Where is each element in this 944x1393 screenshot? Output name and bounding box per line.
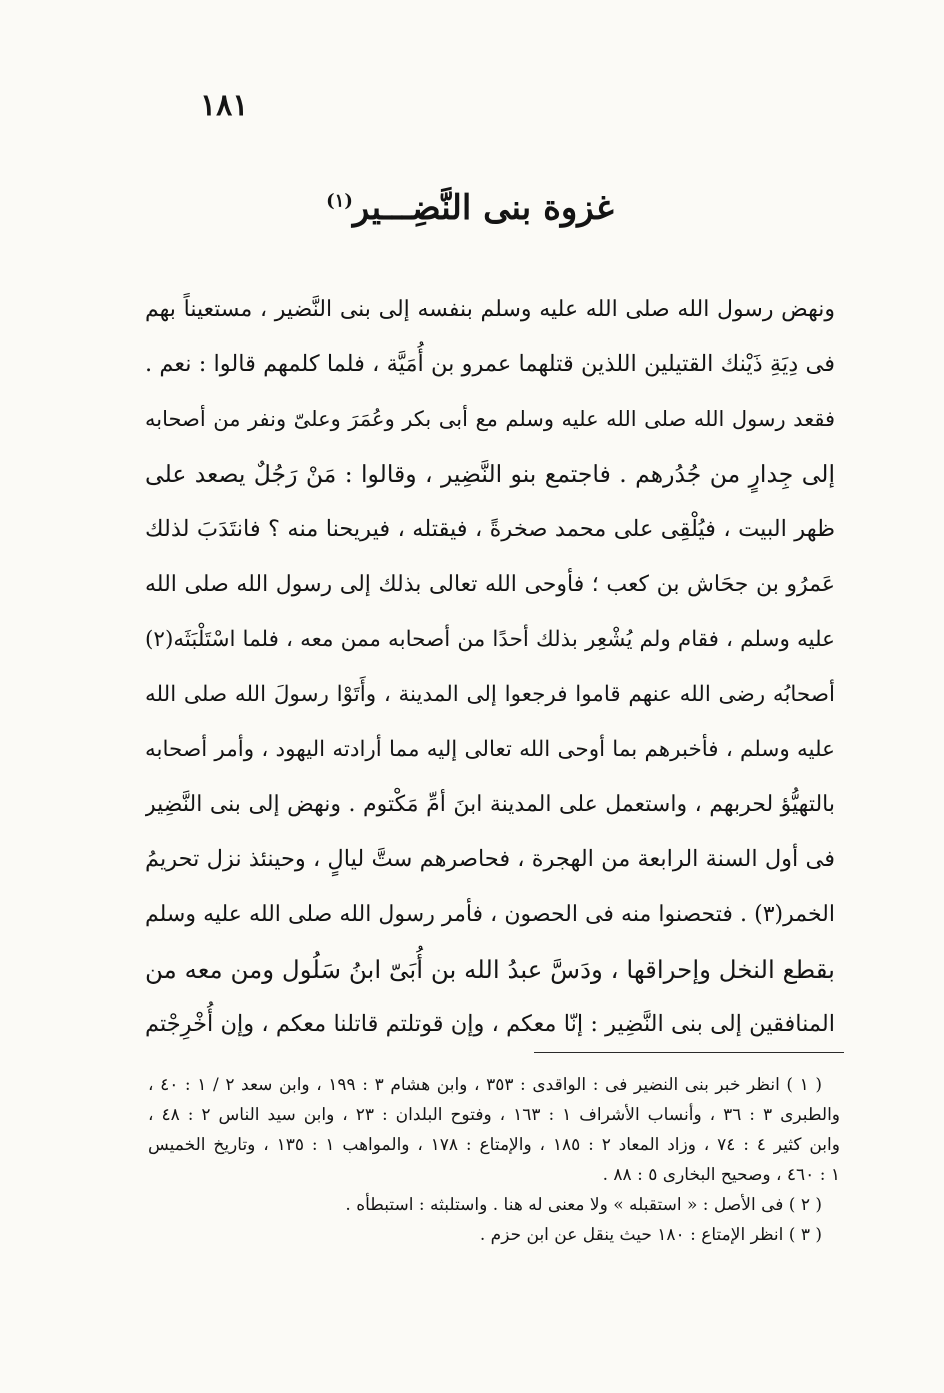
body-line: ونهض رسول الله صلى الله عليه وسلم بنفسه إلى بنى النَّضير ، مستعيناً بهم [145,297,835,322]
body-text [145,282,835,1052]
body-line: أصحابُه رضى الله عنهم قاموا فرجعوا إلى المدينة ، وأَتَوْا رسولَ الله صلى الله [145,682,835,707]
body-line: بالتهيُّؤ لحربهم ، واستعمل على المدينة ابنَ أمِّ مَكْتوم . ونهض إلى بنى النَّضِير [145,792,835,817]
body-line: عليه وسلم ، فقام ولم يُشْعِر بذلك أحدًا من أصحابه ممن معه ، فلما اسْتَلْبَثَه(٢) [145,627,835,652]
footnote-1-line: وابن كثير ٤ : ٧٤ ، وزاد المعاد ٢ : ١٨٥ ، والإمتاع : ١٧٨ ، والمواهب ١ : ١٣٥ ، وتاريخ الخميس [148,1135,840,1155]
body-line: ظهر البيت ، فيُلْقِى على محمد صخرةً ، فيقتله ، فيريحنا منه ؟ فانتَدَبَ لذلك [145,516,835,542]
footnote-2: ( ٢ ) فى الأصل : « استقبله » ولا معنى له هنا . واستلبثه : استبطأه . [345,1195,822,1215]
footnotes [148,1070,840,1250]
body-line: فى دِيَةِ ذَيْنك القتيلين اللذين قتلهما عمرو بن أُمَيَّة ، فلما كلمهم قالوا : نعم . [145,351,835,377]
chapter-title-text: غزوة بنى النَّضِـــير [352,188,614,228]
body-line: المنافقين إلى بنى النَّضِير : إنّا معكم ، وإن قوتلتم قاتلنا معكم ، وإن أُخْرِجْتم [145,1011,835,1037]
body-line: فقعد رسول الله صلى الله عليه وسلم مع أبى بكر وعُمَرَ وعلىّ ونفر من أصحابه [145,407,835,431]
page-number: ١٨١ [200,88,249,123]
chapter-title [120,188,820,228]
title-footnote-ref: (١) [326,190,353,212]
body-line: الخمر(٣) . فتحصنوا منه فى الحصون ، فأمر رسول الله صلى الله عليه وسلم [145,902,835,927]
footnote-1-line: والطبرى ٣ : ٣٦ ، وأنساب الأشراف ١ : ١٦٣ ، وفتوح البلدان : ٢٣ ، وابن سيد الناس ٢ : ٤٨ ، [148,1105,840,1125]
body-line: عَمرُو بن جحَاش بن كعب ؛ فأوحى الله تعالى بذلك إلى رسول الله صلى الله [145,572,835,597]
footnote-3: ( ٣ ) انظر الإمتاع : ١٨٠ حيث ينقل عن ابن حزم . [479,1225,822,1245]
body-line: إلى جِدارٍ من جُدُرهم . فاجتمع بنو النَّضِير ، وقالوا : مَنْ رَجُلٌ يصعد على [145,460,835,488]
body-line: بقطع النخل وإحراقها ، ودَسَّ عبدُ الله بن أُبَىّ ابنُ سَلُول ومن معه من [145,955,835,984]
footnote-1-line: ( ١ ) انظر خبر بنى النضير فى : الواقدى : ٣٥٣ ، وابن هشام ٣ : ١٩٩ ، وابن سعد ٢ / ١ : ٤٠ ، [148,1075,823,1095]
body-line: فى أول السنة الرابعة من الهجرة ، فحاصرهم ستَّ ليالٍ ، وحينئذ نزل تحريمُ [145,846,835,872]
body-line: عليه وسلم ، فأخبرهم بما أوحى الله تعالى إليه مما أرادته اليهود ، وأمر أصحابه [145,737,835,762]
footnote-1-line: ١ : ٤٦٠ ، وصحيح البخارى ٥ : ٨٨ . [602,1165,840,1185]
footnote-separator [534,1052,844,1053]
